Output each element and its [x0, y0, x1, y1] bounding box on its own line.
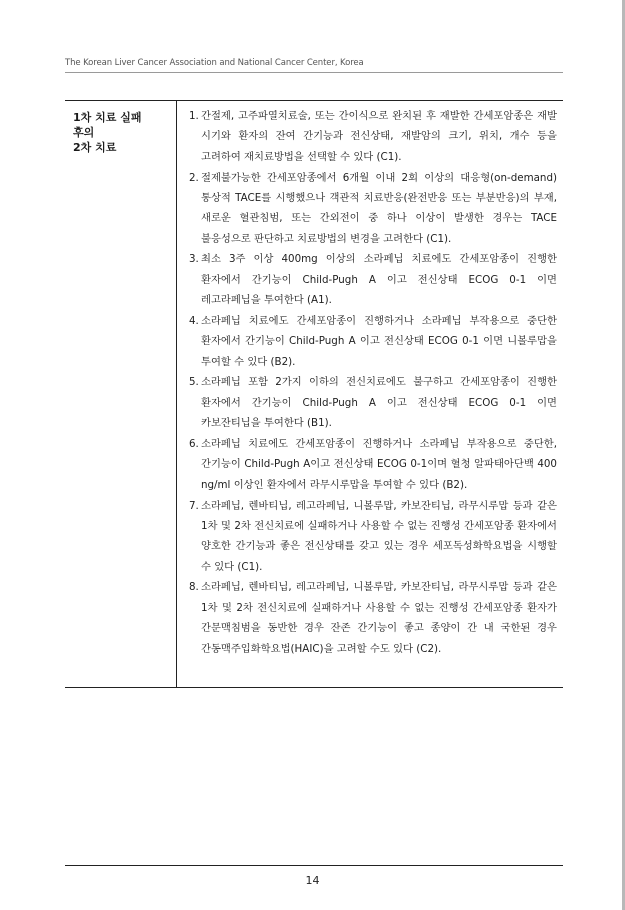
recommendation-item: [189, 106, 557, 167]
row-heading: [73, 110, 169, 155]
header-rule: [65, 72, 563, 73]
row-heading-line: 1차 치료 실패: [73, 111, 142, 124]
item-text: 간절제, 고주파열치료술, 또는 간이식으로 완치된 후 재발한 간세포암종은 재발 시기와 환자의 잔여 간기능과 전신상태, 재발암의 크기, 위치, 개수 등을 고려하여 재치료방법을 선택할 수 있다 (C1).: [201, 110, 557, 163]
recommendation-list: [189, 106, 557, 659]
item-text: 절제불가능한 간세포암종에서 6개월 이내 2회 이상의 대응형(on-demand) 통상적 TACE를 시행했으나 객관적 치료반응(완전반응 또는 부분반응)의 부재, 새로운 혈관침범, 또는 간외전이 중 하나 이상이 발생한 경우는 TACE 불응성으로 판단하고 치료방법의 변경을 고려한다 (C1).: [201, 171, 557, 245]
item-number: 1.: [189, 110, 199, 122]
running-header: The Korean Liver Cancer Association and National Cancer Center, Korea: [65, 58, 364, 68]
item-number: 8.: [189, 581, 199, 594]
item-text: 소라페닙 치료에도 간세포암종이 진행하거나 소라페닙 부작용으로 중단한, 간기능이 Child-Pugh A이고 전신상태 ECOG 0-1이며 혈청 알파태아단백 400 ng/ml 이상인 환자에서 라무시루맙을 투여할 수 있다 (B2).: [201, 437, 557, 491]
footer-rule: [65, 865, 563, 866]
item-number: 6.: [189, 437, 199, 450]
row-heading-line: 후의: [73, 126, 95, 139]
page-number: 14: [305, 874, 320, 887]
item-number: 3.: [189, 253, 199, 266]
recommendation-item: [189, 434, 557, 495]
item-text: 소라페닙, 렌바티닙, 레고라페닙, 니볼루맙, 카보잔티닙, 라무시루맙 등과 같은 1차 및 2차 전신치료에 실패하거나 사용할 수 없는 진행성 간세포암종 환자가 간문맥침범을 동반한 경우 잔존 간기능이 좋고 종양이 간 내 국한된 경우 간동맥주입화학요법(HAIC)을 고려할 수도 있다 (C2).: [201, 581, 557, 655]
item-number: 5.: [189, 376, 199, 389]
item-text: 소라페닙 포함 2가지 이하의 전신치료에도 불구하고 간세포암종이 진행한 환자에서 간기능이 Child-Pugh A 이고 전신상태 ECOG 0-1 이면 카보잔티닙을 투여한다 (B1).: [201, 376, 557, 430]
item-number: 2.: [189, 171, 199, 184]
column-divider: [176, 101, 177, 687]
item-number: 7.: [189, 499, 199, 512]
item-text: 소라페닙, 렌바티닙, 레고라페닙, 니볼루맙, 카보잔티닙, 라무시루맙 등과 같은 1차 및 2차 전신치료에 실패하거나 사용할 수 없는 진행성 간세포암종 환자에서 양호한 간기능과 좋은 전신상태를 갖고 있는 경우 세포독성화학요법을 시행할 수 있다 (C1).: [201, 499, 557, 573]
recommendation-table: [65, 100, 563, 688]
row-heading-line: 2차 치료: [73, 141, 117, 154]
item-text: 최소 3주 이상 400mg 이상의 소라페닙 치료에도 간세포암종이 진행한 환자에서 간기능이 Child-Pugh A 이고 전신상태 ECOG 0-1 이면 레고라페닙을 투여한다 (A1).: [201, 253, 557, 307]
recommendation-item: [189, 249, 557, 310]
recommendation-item: [189, 372, 557, 433]
recommendation-item: [189, 168, 557, 250]
recommendation-item: [189, 496, 557, 578]
item-number: 4.: [189, 314, 199, 327]
recommendation-item: [189, 311, 557, 372]
item-text: 소라페닙 치료에도 간세포암종이 진행하거나 소라페닙 부작용으로 중단한 환자에서 간기능이 Child-Pugh A 이고 전신상태 ECOG 0-1 이면 니볼루맙을 투여할 수 있다 (B2).: [201, 314, 557, 368]
recommendation-item: [189, 577, 557, 659]
